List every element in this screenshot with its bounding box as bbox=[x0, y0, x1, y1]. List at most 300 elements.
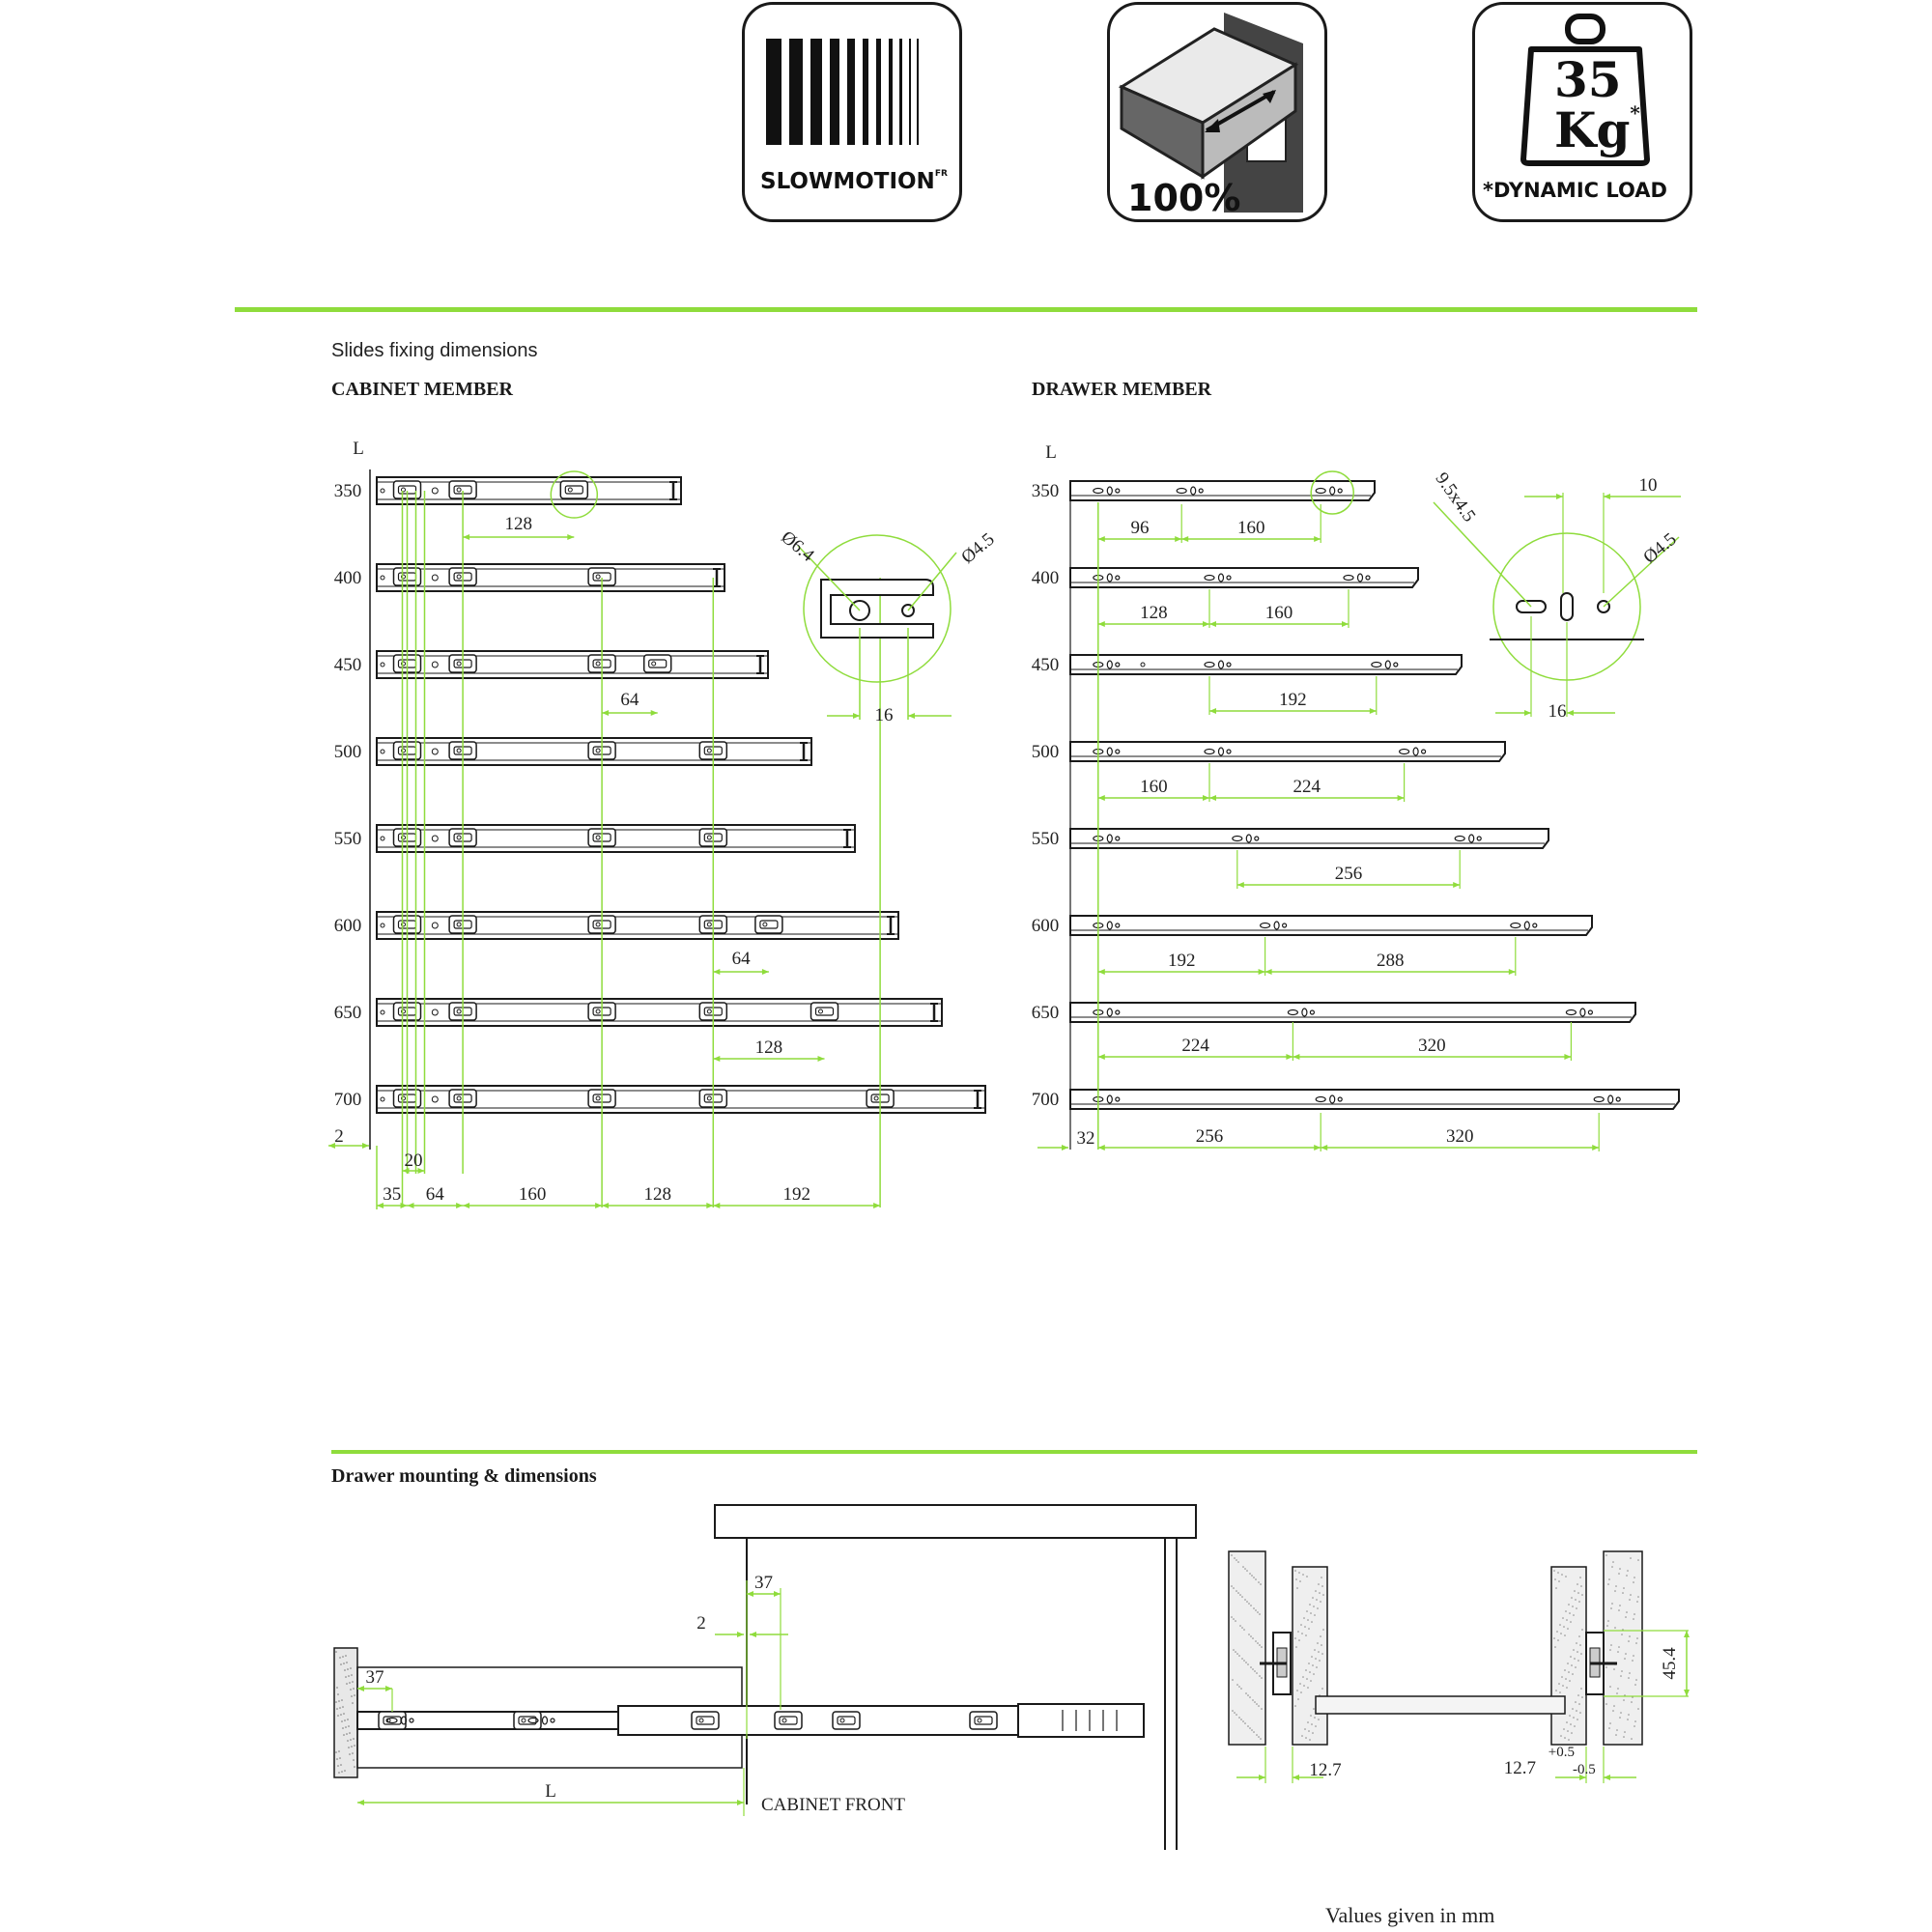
texture-dot bbox=[1575, 1666, 1577, 1668]
texture-dot bbox=[1578, 1635, 1580, 1637]
texture-dot bbox=[354, 1745, 355, 1747]
arrow-head bbox=[456, 1203, 463, 1208]
arrow-head bbox=[737, 1632, 744, 1637]
dim-96: 96 bbox=[1130, 518, 1150, 538]
arrow-head bbox=[1604, 494, 1610, 499]
detail-dia-64: Ø6.4 bbox=[777, 526, 818, 566]
texture-dot bbox=[1614, 1590, 1616, 1592]
texture-dot bbox=[338, 1700, 340, 1702]
texture-dot bbox=[1317, 1607, 1319, 1609]
texture-dot bbox=[1565, 1610, 1567, 1612]
texture-dot bbox=[1317, 1642, 1319, 1644]
load-star: * bbox=[1630, 101, 1640, 125]
texture-dot bbox=[1611, 1603, 1613, 1605]
texture-dot bbox=[1236, 1714, 1237, 1716]
dim-2: 2 bbox=[334, 1126, 344, 1147]
texture-dot bbox=[1580, 1653, 1582, 1655]
texture-dot bbox=[1567, 1730, 1569, 1732]
texture-dot bbox=[1250, 1635, 1252, 1637]
texture-dot bbox=[348, 1747, 350, 1748]
texture-dot bbox=[1609, 1686, 1611, 1688]
texture-dot bbox=[1313, 1605, 1315, 1607]
texture-dot bbox=[1251, 1575, 1253, 1577]
texture-dot bbox=[1609, 1722, 1611, 1724]
texture-dot bbox=[1231, 1616, 1233, 1618]
texture-dot bbox=[346, 1683, 348, 1685]
cabinet-top-panel bbox=[715, 1505, 1196, 1538]
dim-192-600: 192 bbox=[1167, 951, 1196, 971]
texture-dot bbox=[1559, 1691, 1561, 1693]
arrow-head bbox=[737, 1800, 744, 1805]
texture-dot bbox=[1633, 1618, 1634, 1620]
texture-dot bbox=[1629, 1599, 1631, 1601]
texture-dot bbox=[1577, 1660, 1579, 1662]
texture-dot bbox=[1312, 1732, 1314, 1734]
texture-dot bbox=[1247, 1694, 1249, 1696]
texture-dot bbox=[346, 1733, 348, 1735]
texture-dot bbox=[1255, 1609, 1257, 1611]
length-label-500: 500 bbox=[333, 742, 362, 762]
texture-dot bbox=[1306, 1678, 1308, 1680]
arrow-head bbox=[1684, 1690, 1690, 1696]
texture-dot bbox=[1242, 1720, 1244, 1722]
texture-dot bbox=[1626, 1575, 1628, 1577]
length-axis-label: L bbox=[1045, 442, 1057, 463]
arrow-head bbox=[1259, 969, 1265, 975]
texture-dot bbox=[1619, 1717, 1621, 1719]
texture-dot bbox=[1628, 1714, 1630, 1716]
texture-dot bbox=[1306, 1610, 1308, 1612]
texture-dot bbox=[353, 1738, 355, 1740]
texture-dot bbox=[1234, 1712, 1236, 1714]
texture-dot bbox=[347, 1668, 349, 1670]
texture-dot bbox=[345, 1726, 347, 1728]
texture-dot bbox=[1579, 1644, 1581, 1646]
texture-dot bbox=[1295, 1578, 1297, 1580]
texture-dot bbox=[1240, 1719, 1242, 1720]
drawer-rail bbox=[1070, 655, 1462, 674]
texture-dot bbox=[1321, 1688, 1323, 1690]
texture-dot bbox=[1255, 1640, 1257, 1642]
mounting-slot bbox=[755, 916, 782, 933]
drawer-length-label-700: 700 bbox=[1031, 1090, 1060, 1110]
texture-dot bbox=[1247, 1725, 1249, 1727]
leader-line bbox=[1434, 502, 1531, 607]
texture-dot bbox=[1253, 1607, 1255, 1609]
texture-dot bbox=[1608, 1727, 1610, 1729]
texture-dot bbox=[1636, 1637, 1638, 1639]
arrow-head bbox=[1203, 621, 1209, 627]
texture-dot bbox=[343, 1734, 345, 1736]
drawer-length-label-350: 350 bbox=[1031, 481, 1060, 501]
arrow-head bbox=[567, 534, 574, 540]
texture-dot bbox=[1555, 1587, 1557, 1589]
texture-dot bbox=[340, 1663, 342, 1665]
texture-dot bbox=[1301, 1633, 1303, 1634]
texture-dot bbox=[1637, 1708, 1639, 1710]
texture-dot bbox=[1306, 1576, 1308, 1577]
texture-dot bbox=[1611, 1566, 1613, 1568]
texture-dot bbox=[1634, 1725, 1635, 1727]
texture-dot bbox=[1244, 1599, 1246, 1601]
texture-dot bbox=[1625, 1616, 1627, 1618]
tolerance-minus: -0.5 bbox=[1573, 1762, 1596, 1777]
cabinet-rail bbox=[377, 564, 724, 591]
cabinet-member-drawing bbox=[328, 439, 999, 1209]
dim-64-450: 64 bbox=[620, 690, 639, 710]
texture-dot bbox=[1632, 1660, 1634, 1662]
texture-dot bbox=[349, 1753, 351, 1755]
arrow-head bbox=[908, 713, 915, 719]
mounting-slot bbox=[970, 1712, 997, 1729]
texture-dot bbox=[1252, 1699, 1254, 1701]
texture-dot bbox=[1618, 1646, 1620, 1648]
texture-dot bbox=[1573, 1649, 1575, 1651]
texture-dot bbox=[1570, 1723, 1572, 1725]
texture-dot bbox=[1624, 1658, 1626, 1660]
texture-dot bbox=[1315, 1658, 1317, 1660]
texture-dot bbox=[1609, 1649, 1611, 1651]
texture-dot bbox=[1580, 1585, 1582, 1587]
arrow-head bbox=[1293, 1054, 1299, 1060]
slowmotion-label: $SLOWMOTION^{FR}$ bbox=[760, 169, 948, 194]
texture-dot bbox=[1634, 1720, 1636, 1722]
texture-dot bbox=[1319, 1660, 1321, 1662]
detail-16-drawer: 16 bbox=[1548, 701, 1567, 722]
arrow-head bbox=[774, 1591, 781, 1597]
dim-bottom-0: 35 bbox=[383, 1184, 402, 1205]
arrow-head bbox=[1098, 969, 1105, 975]
texture-dot bbox=[350, 1667, 352, 1669]
fixing-title: Slides fixing dimensions bbox=[331, 340, 538, 361]
arrow-head bbox=[1342, 621, 1349, 627]
texture-dot bbox=[1315, 1725, 1317, 1727]
texture-dot bbox=[1294, 1570, 1296, 1572]
texture-dot bbox=[1311, 1621, 1313, 1623]
arrow-head bbox=[1370, 708, 1377, 714]
texture-dot bbox=[1235, 1651, 1236, 1653]
texture-dot bbox=[352, 1702, 354, 1704]
texture-dot bbox=[1239, 1625, 1241, 1627]
mounting-slot bbox=[811, 1003, 838, 1020]
texture-dot bbox=[345, 1676, 347, 1678]
arrow-head bbox=[762, 969, 769, 975]
texture-dot bbox=[1627, 1719, 1629, 1720]
texture-dot bbox=[1314, 1649, 1316, 1651]
texture-dot bbox=[1238, 1717, 1240, 1719]
texture-dot bbox=[1313, 1708, 1315, 1710]
texture-dot bbox=[1634, 1613, 1635, 1615]
arrow-head bbox=[1321, 1145, 1327, 1151]
texture-dot bbox=[1310, 1612, 1312, 1614]
texture-dot bbox=[1303, 1685, 1305, 1687]
texture-dot bbox=[337, 1765, 339, 1767]
texture-dot bbox=[1623, 1699, 1625, 1701]
drawer-length-label-450: 450 bbox=[1031, 655, 1060, 675]
texture-dot bbox=[1615, 1734, 1617, 1736]
texture-dot bbox=[1605, 1703, 1607, 1705]
arrow-head bbox=[1237, 882, 1244, 888]
detail-dia-45-drawer: Ø4.5 bbox=[1639, 528, 1681, 568]
texture-dot bbox=[1617, 1651, 1619, 1653]
texture-dot bbox=[1297, 1631, 1299, 1633]
arrow-head bbox=[1453, 882, 1460, 888]
arrow-head bbox=[357, 1800, 364, 1805]
length-label-600: 600 bbox=[333, 916, 362, 936]
texture-dot bbox=[1629, 1672, 1631, 1674]
cabinet-rail bbox=[377, 651, 768, 678]
mount-dim-127-tol: 12.7 bbox=[1503, 1758, 1536, 1778]
texture-dot bbox=[1574, 1590, 1576, 1592]
texture-dot bbox=[1248, 1634, 1250, 1635]
texture-dot bbox=[1296, 1587, 1298, 1589]
texture-dot bbox=[1253, 1731, 1255, 1733]
dim-bottom-4: 192 bbox=[782, 1184, 810, 1205]
texture-dot bbox=[1239, 1594, 1241, 1596]
drawer-front-panel bbox=[334, 1648, 357, 1777]
texture-dot bbox=[1615, 1585, 1617, 1587]
arrow-head bbox=[385, 1686, 392, 1691]
texture-dot bbox=[341, 1699, 343, 1701]
texture-dot bbox=[337, 1715, 339, 1717]
fr-mark: FR bbox=[934, 169, 948, 179]
texture-dot bbox=[1568, 1604, 1570, 1605]
texture-dot bbox=[1314, 1614, 1316, 1616]
dim-224-650: 224 bbox=[1181, 1036, 1209, 1056]
texture-dot bbox=[1310, 1680, 1312, 1682]
texture-dot bbox=[1249, 1727, 1251, 1729]
cabinet-rail bbox=[377, 477, 681, 504]
texture-dot bbox=[1624, 1731, 1626, 1733]
texture-dot bbox=[1605, 1666, 1607, 1668]
mounting-title: Drawer mounting & dimensions bbox=[331, 1465, 597, 1487]
texture-dot bbox=[1243, 1660, 1245, 1662]
texture-dot bbox=[1255, 1578, 1257, 1580]
texture-dot bbox=[1237, 1561, 1239, 1563]
arrow-head bbox=[1293, 1775, 1299, 1780]
arrow-head bbox=[750, 1632, 756, 1637]
texture-dot bbox=[342, 1656, 344, 1658]
texture-dot bbox=[1319, 1592, 1321, 1594]
texture-dot bbox=[1233, 1618, 1235, 1620]
texture-dot bbox=[1312, 1597, 1314, 1599]
dim-64-600: 64 bbox=[731, 949, 751, 969]
texture-dot bbox=[1311, 1656, 1313, 1658]
texture-dot bbox=[336, 1758, 338, 1760]
arrow-head bbox=[818, 1056, 825, 1062]
texture-dot bbox=[1612, 1561, 1614, 1563]
texture-dot bbox=[1565, 1678, 1567, 1680]
mount-dim-127: 12.7 bbox=[1309, 1760, 1342, 1780]
texture-dot bbox=[1249, 1573, 1251, 1575]
texture-dot bbox=[1607, 1583, 1609, 1585]
texture-dot bbox=[1554, 1578, 1556, 1580]
arrow-head bbox=[1259, 1775, 1265, 1780]
texture-dot bbox=[1577, 1592, 1579, 1594]
texture-dot bbox=[1633, 1581, 1634, 1583]
texture-dot bbox=[1252, 1668, 1254, 1670]
texture-dot bbox=[1568, 1739, 1570, 1741]
texture-dot bbox=[1295, 1646, 1297, 1648]
dim-288-600: 288 bbox=[1376, 951, 1405, 971]
drawer-member-label: DRAWER MEMBER bbox=[1032, 379, 1212, 400]
texture-dot bbox=[1578, 1601, 1580, 1603]
texture-dot bbox=[1557, 1639, 1559, 1641]
texture-dot bbox=[1633, 1655, 1634, 1657]
texture-dot bbox=[1256, 1672, 1258, 1674]
texture-dot bbox=[1321, 1653, 1323, 1655]
texture-dot bbox=[1308, 1730, 1310, 1732]
mounting-slot bbox=[775, 1712, 802, 1729]
texture-dot bbox=[1634, 1577, 1635, 1578]
texture-dot bbox=[1625, 1653, 1627, 1655]
texture-dot bbox=[1627, 1570, 1629, 1572]
texture-dot bbox=[1244, 1722, 1246, 1724]
texture-dot bbox=[1572, 1673, 1574, 1675]
arrow-head bbox=[1062, 1145, 1068, 1151]
texture-dot bbox=[1581, 1594, 1583, 1596]
texture-dot bbox=[1296, 1690, 1298, 1691]
arrow-head bbox=[1684, 1631, 1690, 1637]
texture-dot bbox=[1579, 1712, 1581, 1714]
texture-dot bbox=[1243, 1629, 1245, 1631]
texture-dot bbox=[1315, 1590, 1317, 1592]
texture-dot bbox=[1559, 1624, 1561, 1626]
extension-label: 100% bbox=[1127, 177, 1241, 219]
dim-128-top: 128 bbox=[504, 514, 532, 534]
drawer-length-label-550: 550 bbox=[1031, 829, 1060, 849]
texture-dot bbox=[335, 1751, 337, 1753]
texture-dot bbox=[336, 1687, 338, 1689]
arrow-head bbox=[1265, 969, 1272, 975]
texture-dot bbox=[1321, 1585, 1323, 1587]
texture-dot bbox=[350, 1689, 352, 1690]
texture-dot bbox=[1237, 1592, 1239, 1594]
texture-dot bbox=[1637, 1596, 1639, 1598]
texture-dot bbox=[1294, 1705, 1296, 1707]
texture-dot bbox=[1563, 1728, 1565, 1730]
texture-dot bbox=[1302, 1574, 1304, 1576]
texture-dot bbox=[1630, 1557, 1632, 1559]
texture-dot bbox=[1572, 1708, 1574, 1710]
texture-dot bbox=[1576, 1710, 1577, 1712]
texture-dot bbox=[1256, 1734, 1258, 1736]
texture-dot bbox=[344, 1770, 346, 1772]
texture-dot bbox=[1610, 1644, 1612, 1646]
cabinet-member-label: CABINET MEMBER bbox=[331, 379, 513, 400]
texture-dot bbox=[1631, 1701, 1633, 1703]
texture-dot bbox=[339, 1657, 341, 1659]
texture-dot bbox=[1566, 1687, 1568, 1689]
drawer-member-drawing bbox=[1032, 442, 1681, 1151]
texture-dot bbox=[1580, 1688, 1582, 1690]
load-unit: Kg* bbox=[1554, 101, 1640, 158]
texture-dot bbox=[1310, 1715, 1312, 1717]
texture-dot bbox=[348, 1675, 350, 1677]
texture-dot bbox=[1616, 1692, 1618, 1694]
texture-dot bbox=[340, 1714, 342, 1716]
texture-dot bbox=[1563, 1626, 1565, 1628]
texture-dot bbox=[1321, 1644, 1322, 1646]
texture-dot bbox=[1635, 1642, 1637, 1644]
length-label-400: 400 bbox=[333, 568, 362, 588]
texture-dot bbox=[1555, 1690, 1557, 1691]
arrow-head bbox=[1203, 795, 1209, 801]
texture-dot bbox=[1234, 1557, 1236, 1559]
texture-dot bbox=[1318, 1651, 1320, 1653]
texture-dot bbox=[1235, 1620, 1236, 1622]
texture-dot bbox=[1628, 1640, 1630, 1642]
texture-dot bbox=[1569, 1715, 1571, 1717]
texture-dot bbox=[1309, 1739, 1311, 1741]
length-label-650: 650 bbox=[333, 1003, 362, 1023]
arrow-head bbox=[595, 1203, 602, 1208]
texture-dot bbox=[354, 1766, 355, 1768]
dim-128-650: 128 bbox=[754, 1037, 783, 1058]
texture-dot bbox=[1322, 1629, 1324, 1631]
length-label-350: 350 bbox=[333, 481, 362, 501]
arrow-head bbox=[1592, 1145, 1599, 1151]
texture-dot bbox=[1564, 1634, 1566, 1636]
arrow-head bbox=[357, 1686, 364, 1691]
dim-160-350: 160 bbox=[1236, 518, 1265, 538]
texture-dot bbox=[1249, 1696, 1251, 1698]
drawer-rail bbox=[1070, 742, 1505, 761]
texture-dot bbox=[1613, 1705, 1615, 1707]
arrow-head bbox=[1098, 536, 1105, 542]
texture-dot bbox=[1553, 1570, 1555, 1572]
texture-dot bbox=[1575, 1599, 1577, 1601]
texture-dot bbox=[1309, 1671, 1311, 1673]
mounting-slot bbox=[560, 481, 587, 498]
texture-dot bbox=[1236, 1559, 1237, 1561]
texture-dot bbox=[1321, 1577, 1322, 1578]
texture-dot bbox=[1241, 1627, 1243, 1629]
texture-dot bbox=[1576, 1607, 1577, 1609]
texture-dot bbox=[1231, 1554, 1233, 1556]
arrow-head bbox=[1524, 710, 1531, 716]
texture-dot bbox=[1254, 1701, 1256, 1703]
texture-dot bbox=[341, 1771, 343, 1773]
texture-dot bbox=[1244, 1568, 1246, 1570]
arrow-head bbox=[747, 1591, 753, 1597]
arrow-head bbox=[1556, 494, 1563, 499]
dim-160-500: 160 bbox=[1140, 777, 1168, 797]
texture-dot bbox=[1260, 1583, 1262, 1585]
dim-256-550: 256 bbox=[1334, 864, 1363, 884]
texture-dot bbox=[350, 1739, 352, 1741]
texture-dot bbox=[336, 1708, 338, 1710]
texture-dot bbox=[1256, 1703, 1258, 1705]
texture-dot bbox=[1561, 1676, 1563, 1678]
texture-dot bbox=[343, 1713, 345, 1715]
dim-320-700: 320 bbox=[1445, 1126, 1474, 1147]
texture-dot bbox=[352, 1752, 354, 1754]
texture-dot bbox=[1623, 1736, 1625, 1738]
texture-dot bbox=[1636, 1601, 1638, 1603]
texture-dot bbox=[1300, 1691, 1302, 1693]
load-weight: 35 bbox=[1554, 51, 1622, 108]
arrow-head bbox=[1181, 536, 1188, 542]
arrow-head bbox=[1098, 795, 1105, 801]
texture-dot bbox=[1254, 1670, 1256, 1672]
texture-dot bbox=[1322, 1594, 1324, 1596]
texture-dot bbox=[1259, 1644, 1261, 1646]
texture-dot bbox=[1251, 1729, 1253, 1731]
texture-dot bbox=[1233, 1587, 1235, 1589]
arrow-head bbox=[1209, 795, 1216, 801]
texture-dot bbox=[1297, 1698, 1299, 1700]
